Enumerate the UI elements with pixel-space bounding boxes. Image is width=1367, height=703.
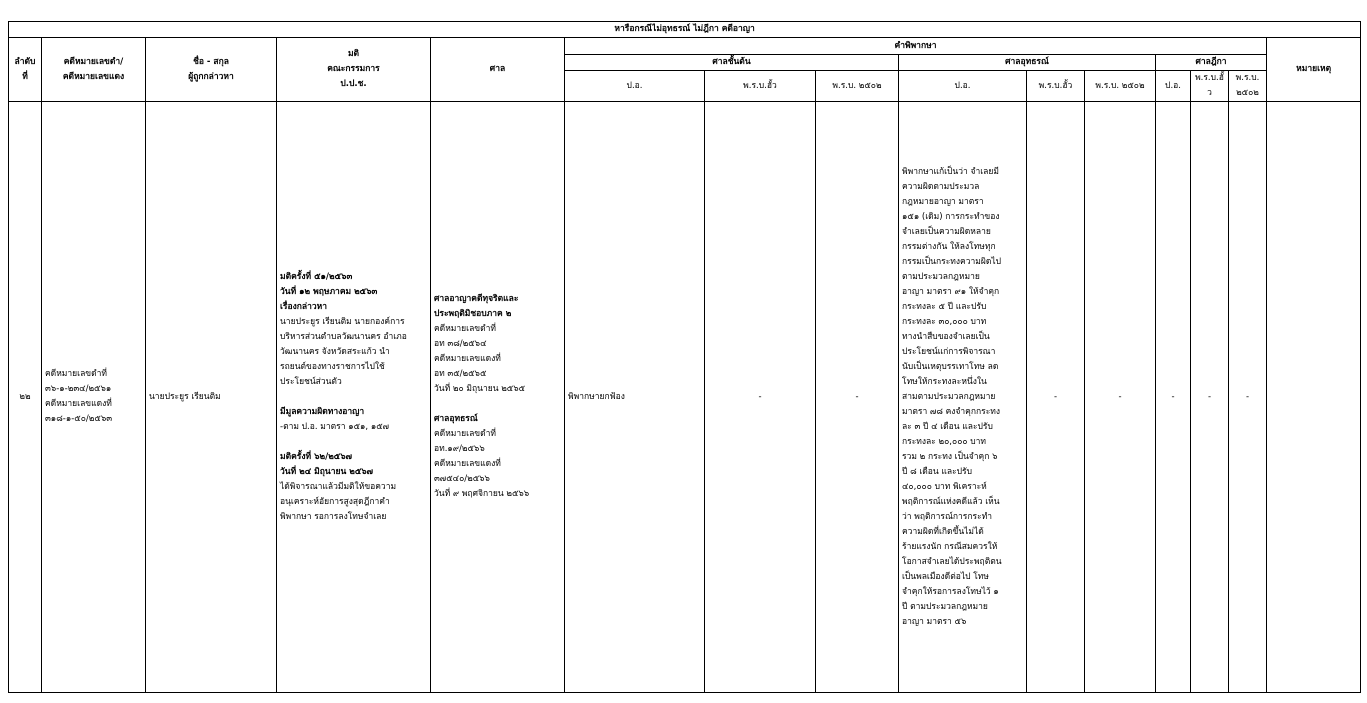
first-court-title: ศาลอาญาคดีทุจริตและ bbox=[434, 294, 519, 304]
resolution-header-line: มติ bbox=[347, 49, 360, 59]
appeal-judgment-line: ความผิดตามประมวล bbox=[902, 181, 980, 192]
document-page bbox=[8, 21, 1360, 703]
spacer bbox=[280, 390, 427, 405]
appeal-judgment-line: ว่า พฤติการณ์การกระทำ bbox=[902, 511, 993, 522]
first-court-line: อท ๓๘/๒๕๖๔ bbox=[434, 339, 487, 349]
first-court-line: คดีหมายเลขดำที่ bbox=[434, 324, 496, 334]
case-table bbox=[8, 21, 1361, 693]
name-header-line: ชื่อ - สกุล bbox=[193, 56, 229, 67]
first-2502-header: พ.ร.บ. ๒๕๐๒ bbox=[816, 71, 899, 102]
appeal-judgment-line: จำเลยเป็นความผิดหลาย bbox=[902, 226, 991, 237]
appeal-judgment-line: อาญา มาตรา ๕๖ bbox=[902, 616, 967, 627]
supreme-2502-header-line: ๒๕๐๒ bbox=[1236, 88, 1259, 98]
subject-line: นายประยูร เรียนติม นายกองค์การ bbox=[280, 316, 405, 327]
first-court-line: อท ๓๕/๒๕๖๕ bbox=[434, 369, 487, 379]
appeal-2502-header: พ.ร.บ. ๒๕๐๒ bbox=[1085, 71, 1156, 102]
first-2502-cell: - bbox=[816, 102, 899, 693]
case-number-line: คดีหมายเลขดำที่ bbox=[45, 369, 107, 379]
resolution-2-line: ได้พิจารณาแล้วมีมติให้ขอความ bbox=[280, 481, 397, 492]
case-number-line: คดีหมายเลขแดงที่ bbox=[45, 399, 112, 409]
subject-line: วัฒนานคร จังหวัดสระแก้ว นำ bbox=[280, 346, 390, 357]
supreme-2502-header bbox=[1229, 71, 1267, 102]
appeal-judgment-line: โทษให้กระทงละหนึ่งใน bbox=[902, 376, 987, 387]
appeal-judgment-line: ตามประมวลกฎหมาย bbox=[902, 271, 980, 282]
supreme-po-cell: - bbox=[1156, 102, 1191, 693]
appeal-court-line: คดีหมายเลขดำที่ bbox=[434, 429, 496, 439]
supreme-court-header: ศาลฎีกา bbox=[1156, 55, 1267, 71]
resolution-header-line: ป.ป.ช. bbox=[340, 79, 367, 89]
supreme-po-header: ป.อ. bbox=[1156, 71, 1191, 102]
case-number-header bbox=[42, 38, 146, 102]
seq-cell: ๒๒ bbox=[9, 102, 42, 693]
appeal-judgment-line: โอกาสจำเลยได้ประพฤติตน bbox=[902, 556, 1002, 567]
name-header-line: ผู้ถูกกล่าวหา bbox=[188, 71, 234, 82]
table-row bbox=[9, 102, 1361, 693]
supreme-2502-header-line: พ.ร.บ. bbox=[1235, 73, 1260, 83]
appeal-judgment-line: พฤติการณ์แห่งคดีแล้ว เห็น bbox=[902, 496, 1000, 507]
appeal-judgment-line: กระทงละ ๕ ปี และปรับ bbox=[902, 301, 987, 312]
resolution-1-title: มติครั้งที่ ๕๑/๒๕๖๓ bbox=[280, 271, 353, 282]
appeal-court-line: อท.๑๙/๒๕๖๖ bbox=[434, 444, 485, 454]
resolution-header bbox=[277, 38, 431, 102]
appeal-judgment-line: นับเป็นเหตุบรรเทาโทษ ลด bbox=[902, 361, 999, 372]
subject-line: รถยนต์ของทางราชการไปใช้ bbox=[280, 361, 385, 372]
case-number-line: ๓๖-๑-๒๓๔/๒๕๖๑ bbox=[45, 384, 112, 394]
appeal-judgment-line: ๔๐,๐๐๐ บาท พิเคราะห์ bbox=[902, 481, 987, 492]
appeal-judgment-line: ประโยชน์แก่การพิจารณา bbox=[902, 346, 996, 357]
resolution-cell bbox=[277, 102, 431, 693]
case-number-line: ๓๑๘-๑-๕๐/๒๕๖๓ bbox=[45, 414, 113, 424]
accused-name-cell: นายประยูร เรียนติม bbox=[146, 102, 277, 693]
court-header: ศาล bbox=[431, 38, 565, 102]
appeal-judgment-line: พิพากษาแก้เป็นว่า จำเลยมี bbox=[902, 166, 999, 177]
appeal-judgment-line: อาญา มาตรา ๙๑ ให้จำคุก bbox=[902, 286, 1000, 297]
appeal-judgment-line: เป็นพลเมืองดีต่อไป โทษ bbox=[902, 571, 989, 582]
appeal-judgment-line: สามตามประมวลกฎหมาย bbox=[902, 391, 996, 402]
appeal-judgment-line: ทางนำสืบของจำเลยเป็น bbox=[902, 331, 990, 342]
first-instance-court-header: ศาลชั้นต้น bbox=[565, 55, 899, 71]
first-po-header: ป.อ. bbox=[565, 71, 705, 102]
first-po-cell: พิพากษายกฟ้อง bbox=[565, 102, 705, 693]
resolution-1-date: วันที่ ๑๒ พฤษภาคม ๒๕๖๓ bbox=[280, 286, 378, 297]
appeal-court-line: วันที่ ๙ พฤศจิกายน ๒๕๖๖ bbox=[434, 489, 530, 499]
resolution-2-title: มติครั้งที่ ๖๒/๒๕๖๗ bbox=[280, 451, 353, 462]
first-ua-cell: - bbox=[705, 102, 816, 693]
appeal-ua-header: พ.ร.บ.ฮั้ว bbox=[1027, 71, 1085, 102]
appeal-judgment-line: มาตรา ๗๘ คงจำคุกกระทง bbox=[902, 406, 1001, 417]
supreme-ua-header: พ.ร.บ.ฮั้ว bbox=[1191, 71, 1229, 102]
resolution-2-date: วันที่ ๒๔ มิถุนายน ๒๕๖๗ bbox=[280, 466, 374, 477]
appeal-judgment-line: กรรมต่างกัน ให้ลงโทษทุก bbox=[902, 241, 996, 252]
case-number-header-line: คดีหมายเลขดำ/ bbox=[63, 56, 124, 67]
remark-header: หมายเหตุ bbox=[1267, 38, 1361, 102]
appeal-po-cell bbox=[899, 102, 1027, 693]
appeal-judgment-line: ๑๕๑ (เดิม) การกระทำของ bbox=[902, 211, 1000, 222]
first-court-line: คดีหมายเลขแดงที่ bbox=[434, 354, 501, 364]
resolution-2-line: พิพากษา รอการลงโทษจำเลย bbox=[280, 511, 387, 522]
court-cell bbox=[431, 102, 565, 693]
appeal-judgment-line: รวม ๒ กระทง เป็นจำคุก ๖ bbox=[902, 451, 998, 462]
first-court-title: ประพฤติมิชอบภาค ๒ bbox=[434, 309, 512, 319]
resolution-2-line: อนุเคราะห์อัยการสูงสุดฎีกาคำ bbox=[280, 496, 390, 507]
appeal-2502-cell: - bbox=[1085, 102, 1156, 693]
appeal-judgment-line: ปี ตามประมวลกฎหมาย bbox=[902, 601, 988, 612]
resolution-header-line: คณะกรรมการ bbox=[327, 64, 380, 74]
spacer bbox=[280, 435, 427, 450]
subject-title: เรื่องกล่าวหา bbox=[280, 301, 328, 312]
appeal-court-title: ศาลอุทธรณ์ bbox=[434, 414, 478, 424]
offense-title: มีมูลความผิดทางอาญา bbox=[280, 406, 365, 417]
first-ua-header: พ.ร.บ.ฮั้ว bbox=[705, 71, 816, 102]
appeal-judgment-line: กรรมเป็นกระทงความผิดไป bbox=[902, 256, 1002, 267]
supreme-ua-cell: - bbox=[1191, 102, 1229, 693]
spacer bbox=[434, 397, 561, 412]
offense-line: -ตาม ป.อ. มาตรา ๑๕๑, ๑๕๗ bbox=[280, 421, 390, 432]
case-number-header-line: คดีหมายเลขแดง bbox=[62, 71, 125, 82]
appeal-judgment-line: ร้ายแรงนัก กรณีสมควรให้ bbox=[902, 541, 998, 552]
appeal-po-header: ป.อ. bbox=[899, 71, 1027, 102]
name-header bbox=[146, 38, 277, 102]
case-number-cell bbox=[42, 102, 146, 693]
appeal-judgment-line: ความผิดที่เกิดขึ้นไม่ได้ bbox=[902, 526, 984, 537]
appeal-judgment-line: จำคุกให้รอการลงโทษไว้ ๑ bbox=[902, 586, 999, 597]
subject-line: ประโยชน์ส่วนตัว bbox=[280, 376, 342, 387]
seq-header: ลำดับ ที่ bbox=[9, 38, 42, 102]
appeal-court-line: คดีหมายเลขแดงที่ bbox=[434, 459, 501, 469]
table-title: หารือกรณีไม่อุทธรณ์ ไม่ฎีกา คดีอาญา bbox=[9, 22, 1361, 38]
subject-line: บริหารส่วนตำบลวัฒนานคร อำเภอ bbox=[280, 331, 407, 342]
header-row-1 bbox=[9, 38, 1361, 55]
appeal-judgment-line: กระทงละ ๓๐,๐๐๐ บาท bbox=[902, 316, 987, 327]
appeal-ua-cell: - bbox=[1027, 102, 1085, 693]
remark-cell bbox=[1267, 102, 1361, 693]
appeal-court-line: ๓๗๕๔๐/๒๕๖๖ bbox=[434, 474, 490, 484]
appeal-judgment-line: ละ ๓ ปี ๔ เดือน และปรับ bbox=[902, 421, 993, 432]
supreme-2502-cell: - bbox=[1229, 102, 1267, 693]
appeal-judgment-line: กระทงละ ๒๐,๐๐๐ บาท bbox=[902, 436, 987, 447]
appeal-court-header: ศาลอุทธรณ์ bbox=[899, 55, 1156, 71]
judgment-header: คำพิพากษา bbox=[565, 38, 1267, 55]
appeal-judgment-line: กฎหมายอาญา มาตรา bbox=[902, 196, 984, 207]
appeal-judgment-line: ปี ๘ เดือน และปรับ bbox=[902, 466, 973, 477]
table-title-row bbox=[9, 22, 1361, 38]
first-court-line: วันที่ ๒๐ มิถุนายน ๒๕๖๕ bbox=[434, 384, 526, 394]
